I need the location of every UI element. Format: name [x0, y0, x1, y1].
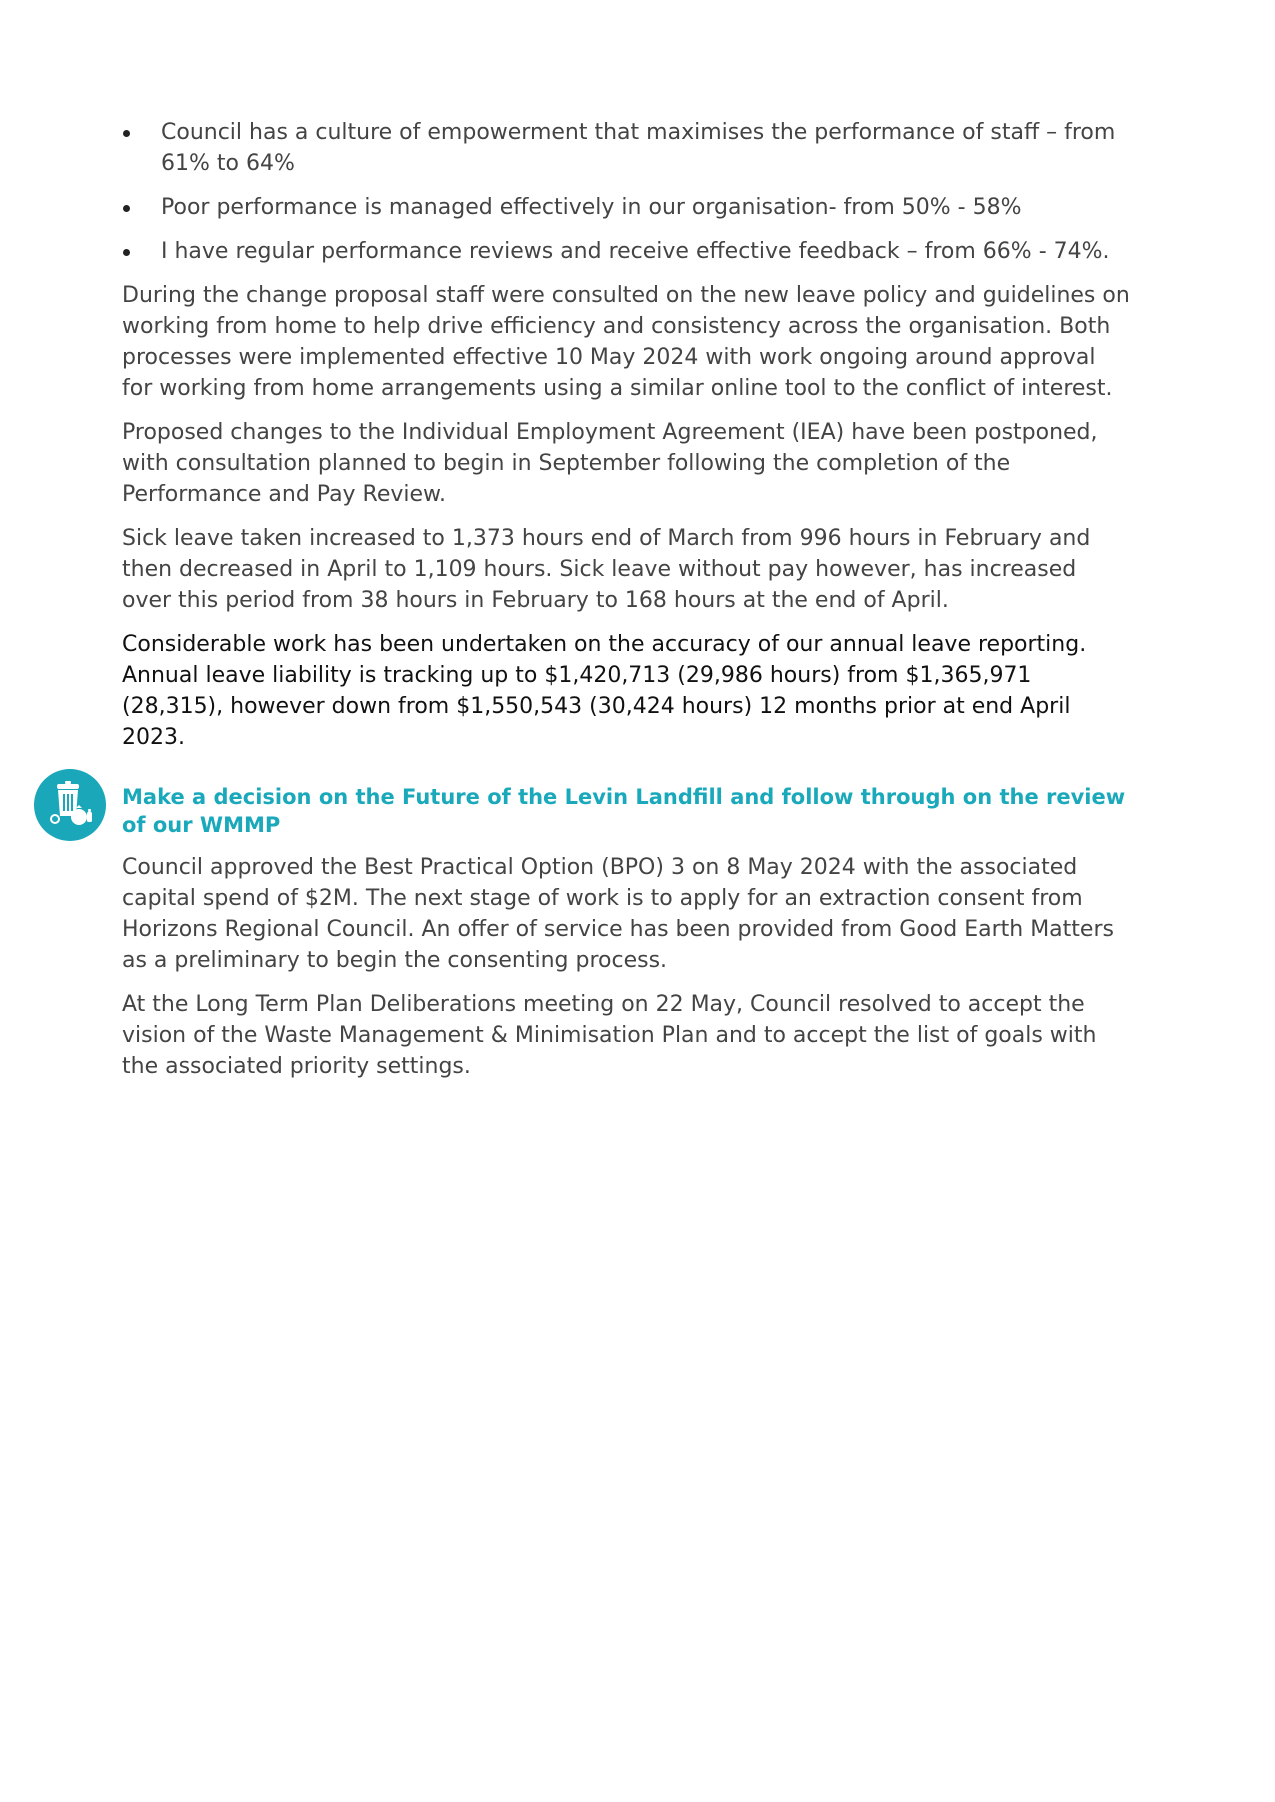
document-page [122, 117, 1132, 1095]
list-item-text: Council has a culture of empowerment that maximises the performance of staff – from 61% to 64% [161, 120, 1116, 176]
list-item [122, 236, 1161, 267]
bullet-icon [123, 249, 130, 256]
list-item-text: Poor performance is managed effectively in our organisation- from 50% - 58% [161, 195, 1022, 220]
leave-policy-paragraph: During the change proposal staff were consulted on the new leave policy and guidelines on working from home to help drive efficiency and consistency across the organisation. Both processes were implemented effective 10 May 2024 with work ongoing around approval for working from home arrangements using a similar online tool to the conflict of interest. [122, 283, 1130, 401]
section-heading: Make a decision on the Future of the Levin Landfill and follow through on the review of our WMMP [122, 785, 1126, 837]
iea-paragraph: Proposed changes to the Individual Employment Agreement (IEA) have been postponed, with consultation planned to begin in September following the completion of the Performance and Pay Review. [122, 420, 1098, 507]
list-item [122, 117, 1161, 179]
list-item-text: I have regular performance reviews and receive effective feedback – from 66% - 74%. [161, 239, 1110, 264]
waste-bin-icon [34, 769, 106, 841]
survey-results-list [122, 117, 1132, 267]
bullet-icon [123, 130, 130, 137]
bpo-paragraph: Council approved the Best Practical Option (BPO) 3 on 8 May 2024 with the associated capital spend of $2M. The next stage of work is to apply for an extraction consent from Horizons Regional Council. An offer of service has been provided from Good Earth Matters as a preliminary to begin the consenting process. [122, 855, 1114, 973]
bullet-icon [123, 205, 130, 212]
list-item [122, 192, 1161, 223]
ltp-deliberations-paragraph: At the Long Term Plan Deliberations meeting on 22 May, Council resolved to accept the vision of the Waste Management & Minimisation Plan and to accept the list of goals with the associated priority settings. [122, 992, 1097, 1079]
landfill-section [122, 783, 1132, 1082]
annual-leave-paragraph: Considerable work has been undertaken on the accuracy of our annual leave reporting. Annual leave liability is tracking up to $1,420,713 (29,986 hours) from $1,365,971 (28,315), however down from $1,550,543 (30,424 hours) 12 months prior at end April 2023. [122, 632, 1087, 750]
sick-leave-paragraph: Sick leave taken increased to 1,373 hours end of March from 996 hours in February and then decreased in April to 1,109 hours. Sick leave without pay however, has increased over this period from 38 hours in February to 168 hours at the end of April. [122, 526, 1091, 613]
